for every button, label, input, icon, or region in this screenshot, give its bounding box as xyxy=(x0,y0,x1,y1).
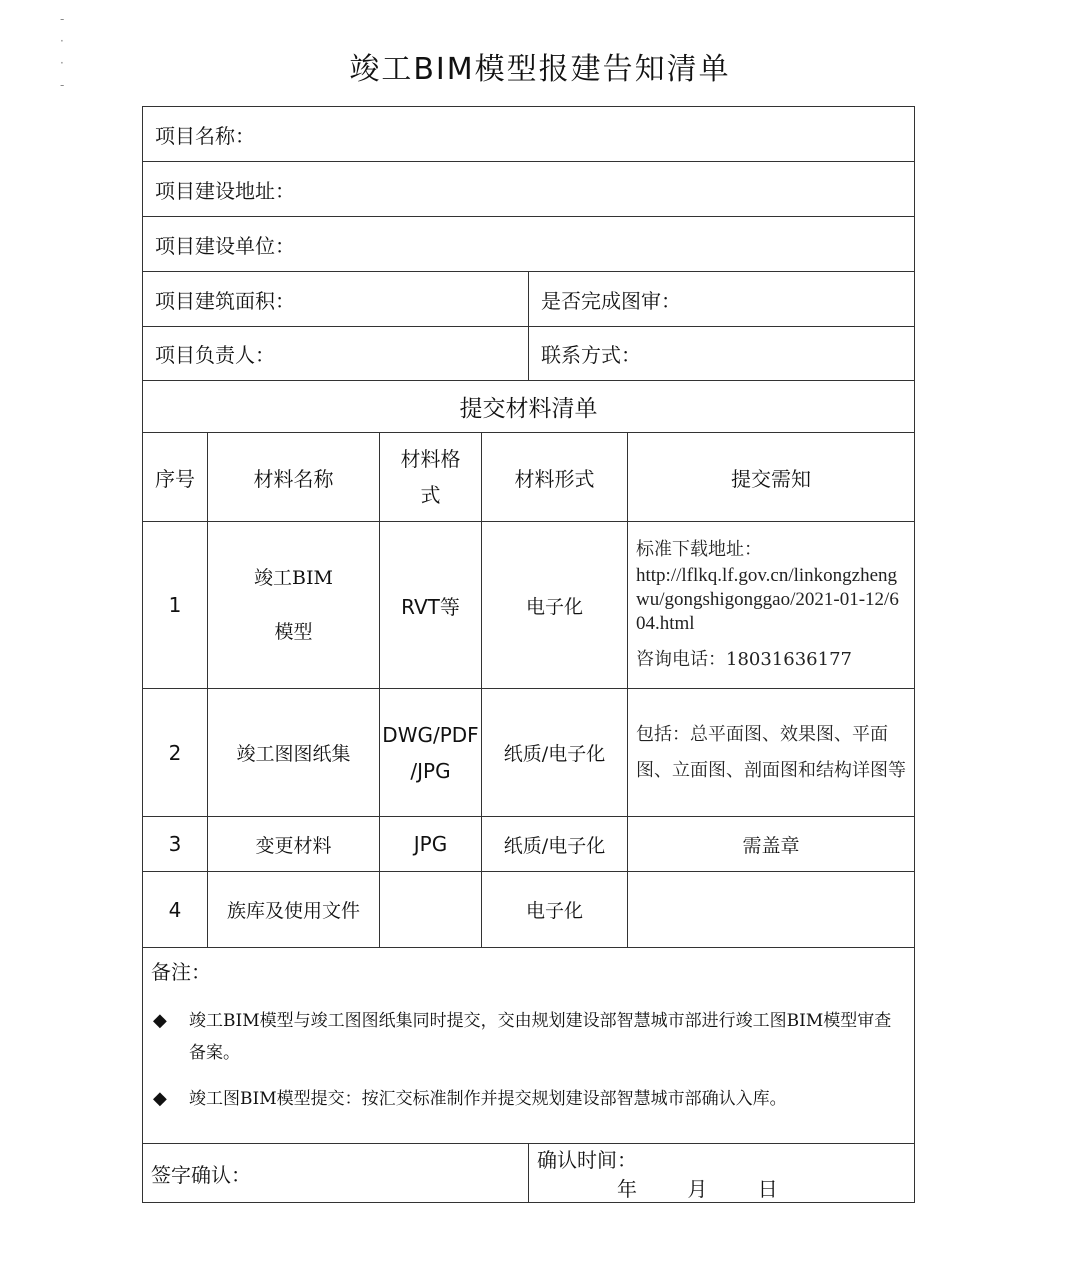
row2-notice: 包括：总平面图、效果图、平面图、立面图、剖面图和结构详图等 xyxy=(628,689,915,817)
material-row-3 xyxy=(143,817,915,872)
diamond-bullet-icon: ◆ xyxy=(153,1010,167,1031)
header-name: 材料名称 xyxy=(208,433,380,522)
header-format-line1: 材料格 xyxy=(400,447,461,471)
row3-form: 纸质/电子化 xyxy=(482,817,628,872)
row3-no: 3 xyxy=(143,817,208,872)
row4-name: 族库及使用文件 xyxy=(208,872,380,948)
materials-header-row xyxy=(143,433,915,522)
material-row-2 xyxy=(143,689,915,817)
row1-name xyxy=(208,522,380,689)
remarks-cell xyxy=(143,948,915,1144)
contact-field[interactable]: 联系方式： xyxy=(529,327,915,381)
confirm-time-label: 确认时间： xyxy=(537,1148,637,1172)
row1-notice-label: 标准下载地址： xyxy=(636,539,762,560)
row-project-name xyxy=(143,107,915,162)
scan-marks: - · · - xyxy=(60,12,65,92)
row1-format: RVT等 xyxy=(380,522,482,689)
header-notice: 提交需知 xyxy=(628,433,915,522)
row4-notice xyxy=(628,872,915,948)
project-unit-field[interactable]: 项目建设单位： xyxy=(143,217,915,272)
row2-format xyxy=(380,689,482,817)
project-name-field[interactable]: 项目名称： xyxy=(143,107,915,162)
header-no: 序号 xyxy=(143,433,208,522)
page-title: 竣工BIM模型报建告知清单 xyxy=(349,52,731,87)
row4-form: 电子化 xyxy=(482,872,628,948)
remark-item xyxy=(151,1005,904,1069)
row2-no: 2 xyxy=(143,689,208,817)
building-area-field[interactable]: 项目建筑面积： xyxy=(143,272,529,327)
remark-text-1: 竣工BIM模型与竣工图图纸集同时提交，交由规划建设部智慧城市部进行竣工图BIM模型审查备案。 xyxy=(189,1011,892,1063)
row-section-title xyxy=(143,381,915,433)
header-format xyxy=(380,433,482,522)
materials-section-title: 提交材料清单 xyxy=(143,381,915,433)
row-project-address xyxy=(143,162,915,217)
project-address-field[interactable]: 项目建设地址： xyxy=(143,162,915,217)
row1-name-line2: 模型 xyxy=(274,621,313,643)
remarks-label: 备注： xyxy=(151,960,211,984)
row1-notice xyxy=(628,522,915,689)
date-parts xyxy=(617,1173,822,1202)
row2-format-line2: /JPG xyxy=(410,758,451,783)
confirm-time-field[interactable] xyxy=(529,1144,915,1203)
remarks-row xyxy=(143,948,915,1144)
row2-format-line1: DWG/PDF xyxy=(382,722,479,747)
row1-download-url[interactable]: http://lflkq.lf.gov.cn/linkongzhengwu/gongshigonggao/2021-01-12/604.html xyxy=(636,565,899,634)
signature-row xyxy=(143,1144,915,1203)
row3-format: JPG xyxy=(380,817,482,872)
material-row-1 xyxy=(143,522,915,689)
row3-notice: 需盖章 xyxy=(628,817,915,872)
review-done-field[interactable]: 是否完成图审： xyxy=(529,272,915,327)
sign-field[interactable]: 签字确认： xyxy=(143,1144,529,1203)
row1-form: 电子化 xyxy=(482,522,628,689)
header-form: 材料形式 xyxy=(482,433,628,522)
row2-form: 纸质/电子化 xyxy=(482,689,628,817)
material-row-4 xyxy=(143,872,915,948)
header-format-line2: 式 xyxy=(420,483,441,507)
row3-name: 变更材料 xyxy=(208,817,380,872)
diamond-bullet-icon: ◆ xyxy=(153,1088,167,1109)
year-label: 年 xyxy=(617,1177,637,1201)
form-table xyxy=(142,106,915,1203)
row-responsible-contact xyxy=(143,327,915,381)
row1-name-line1: 竣工BIM xyxy=(254,567,333,589)
row1-phone: 咨询电话：18031636177 xyxy=(636,649,852,670)
responsible-field[interactable]: 项目负责人： xyxy=(143,327,529,381)
month-label: 月 xyxy=(687,1177,708,1201)
day-label: 日 xyxy=(757,1177,778,1201)
row4-format xyxy=(380,872,482,948)
row-project-unit xyxy=(143,217,915,272)
row4-no: 4 xyxy=(143,872,208,948)
row-area-review xyxy=(143,272,915,327)
row1-no: 1 xyxy=(143,522,208,689)
remark-item xyxy=(151,1083,904,1115)
remark-text-2: 竣工图BIM模型提交：按汇交标准制作并提交规划建设部智慧城市部确认入库。 xyxy=(189,1089,787,1109)
row2-name: 竣工图图纸集 xyxy=(208,689,380,817)
